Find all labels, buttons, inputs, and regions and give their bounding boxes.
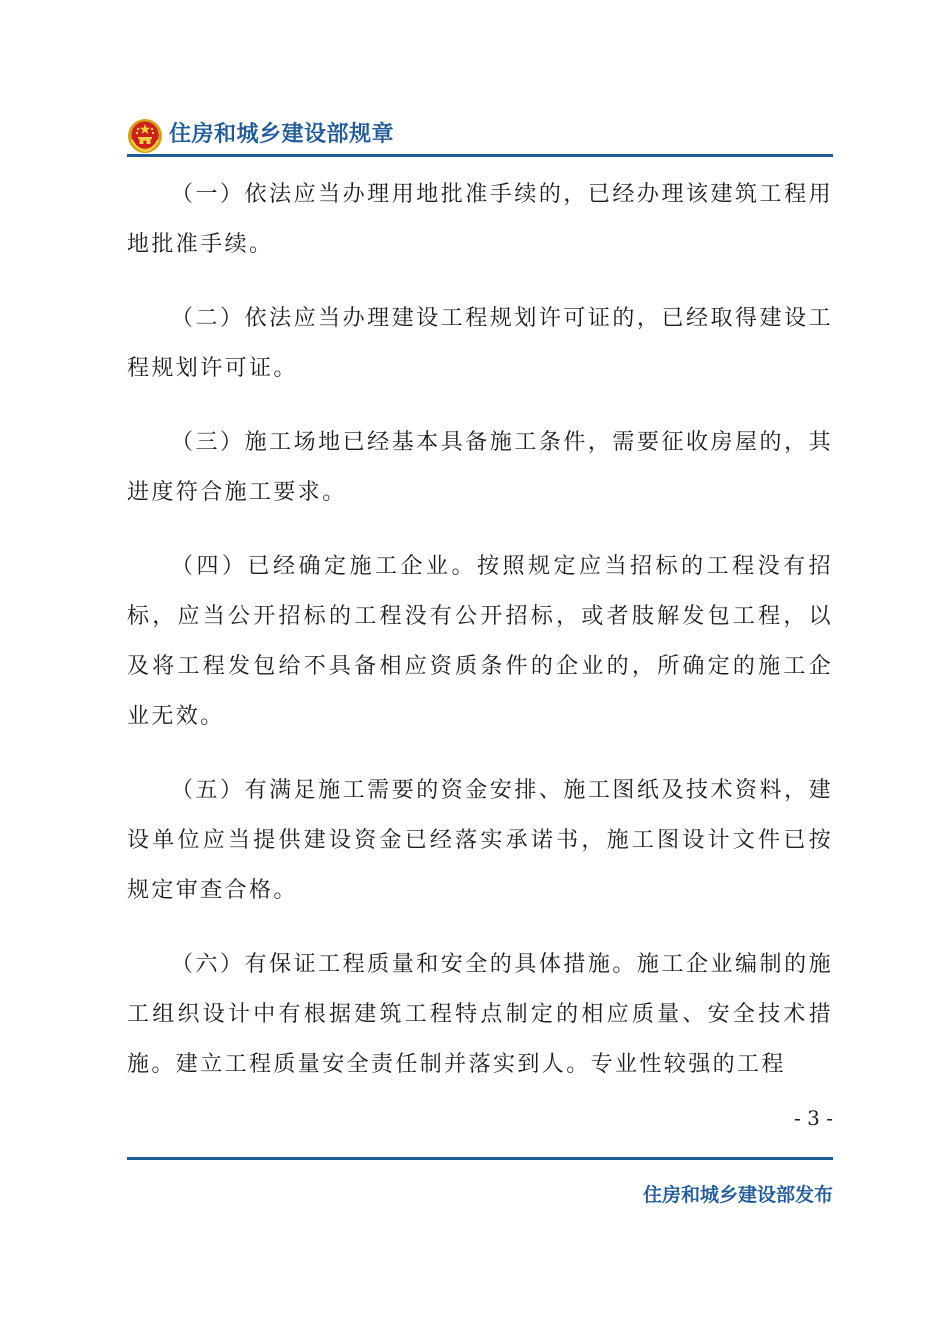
document-body (127, 170, 833, 1114)
paragraph: （五）有满足施工需要的资金安排、施工图纸及技术资料，建设单位应当提供建设资金已经落实承诺书，施工图设计文件已按规定审查合格。 (127, 778, 833, 903)
paragraph: （三）施工场地已经基本具备施工条件，需要征收房屋的，其进度符合施工要求。 (127, 430, 833, 505)
footer-publisher: 住房和城乡建设部发布 (642, 1184, 833, 1206)
header-divider (127, 154, 833, 157)
paragraph: （二）依法应当办理建设工程规划许可证的，已经取得建设工程规划许可证。 (127, 306, 833, 381)
page-number: - 3 - (794, 1106, 833, 1130)
page-header (127, 112, 833, 158)
footer-divider (127, 1157, 833, 1160)
paragraph: （一）依法应当办理用地批准手续的，已经办理该建筑工程用地批准手续。 (127, 182, 833, 257)
paragraph: （六）有保证工程质量和安全的具体措施。施工企业编制的施工组织设计中有根据建筑工程特点制定的相应质量、安全技术措施。建立工程质量安全责任制并落实到人。专业性较强的工程 (127, 952, 833, 1077)
national-emblem-icon (127, 118, 163, 154)
header-title: 住房和城乡建设部规章 (169, 122, 395, 147)
paragraph: （四）已经确定施工企业。按照规定应当招标的工程没有招标，应当公开招标的工程没有公开招标，或者肢解发包工程，以及将工程发包给不具备相应资质条件的企业的，所确定的施工企业无效。 (127, 554, 833, 729)
